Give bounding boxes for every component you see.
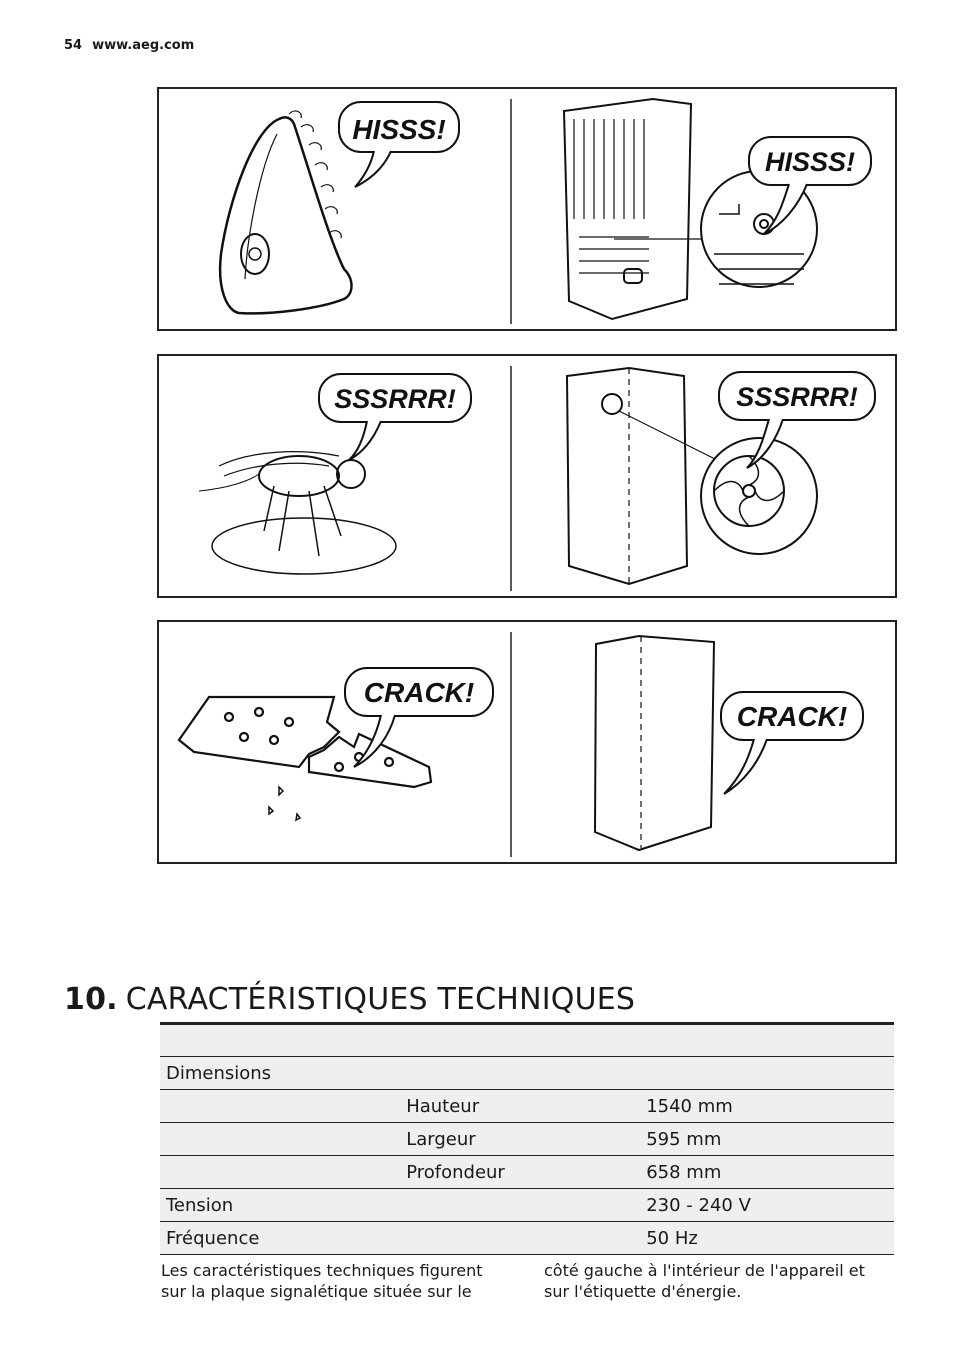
section-title: [64, 982, 635, 1017]
tech-specs-table: [160, 1022, 894, 1255]
table-cell: [160, 1123, 400, 1156]
fridge-back-coil-icon: [564, 99, 817, 319]
site-url: www.aeg.com: [92, 38, 195, 53]
table-cell: Largeur: [400, 1123, 640, 1156]
table-cell: [160, 1024, 400, 1057]
caption-right: CRACK!: [736, 701, 848, 732]
table-cell: [400, 1222, 640, 1255]
illustration-panel-hiss: [157, 87, 897, 331]
table-cell: Fréquence: [160, 1222, 400, 1255]
table-cell: Dimensions: [160, 1057, 400, 1090]
speech-bubble-left: [345, 668, 493, 767]
footnote-left: Les caractéristiques techniques figurent sur la plaque signalétique située sur le: [161, 1261, 483, 1301]
table-row: [160, 1222, 894, 1255]
table-cell: [160, 1156, 400, 1189]
fly-icon: [199, 452, 396, 574]
table-row: [160, 1123, 894, 1156]
illustration-panel-crack: [157, 620, 897, 864]
table-row: [160, 1189, 894, 1222]
table-cell: 50 Hz: [640, 1222, 894, 1255]
table-cell: Hauteur: [400, 1090, 640, 1123]
page-header: [64, 38, 194, 53]
page-number: 54: [64, 38, 83, 53]
table-row: [160, 1057, 894, 1090]
caption-right: SSSRRR!: [736, 382, 858, 412]
illustration-panel-buzz: [157, 354, 897, 598]
table-cell: [640, 1057, 894, 1090]
footnote-right: côté gauche à l'intérieur de l'appareil et sur l'étiquette d'énergie.: [544, 1261, 865, 1301]
table-row: [160, 1090, 894, 1123]
section-heading: CARACTÉRISTIQUES TECHNIQUES: [125, 982, 636, 1018]
table-cell: [160, 1090, 400, 1123]
caption-right: HISSS!: [764, 147, 856, 177]
caption-left: CRACK!: [363, 677, 475, 708]
table-header-row: [160, 1024, 894, 1057]
table-cell: 595 mm: [640, 1123, 894, 1156]
table-cell: [400, 1057, 640, 1090]
caption-left: HISSS!: [352, 114, 446, 145]
table-cell: 1540 mm: [640, 1090, 894, 1123]
table-cell: [640, 1024, 894, 1057]
fridge-crack-icon: [595, 636, 714, 850]
hiss-illustration: [159, 89, 899, 333]
steam-iron-icon: [220, 111, 351, 313]
table-cell: 230 - 240 V: [640, 1189, 894, 1222]
speech-bubble-right: [721, 692, 863, 794]
table-cell: Profondeur: [400, 1156, 640, 1189]
table-cell: 658 mm: [640, 1156, 894, 1189]
table-cell: [400, 1024, 640, 1057]
table-row: [160, 1156, 894, 1189]
section-number: 10.: [64, 982, 118, 1018]
caption-left: SSSRRR!: [334, 384, 456, 414]
table-cell: Tension: [160, 1189, 400, 1222]
speech-bubble-left: [339, 102, 459, 187]
speech-bubble-left: [319, 374, 471, 460]
crack-illustration: [159, 622, 899, 866]
table-cell: [400, 1189, 640, 1222]
buzz-illustration: [159, 356, 899, 600]
